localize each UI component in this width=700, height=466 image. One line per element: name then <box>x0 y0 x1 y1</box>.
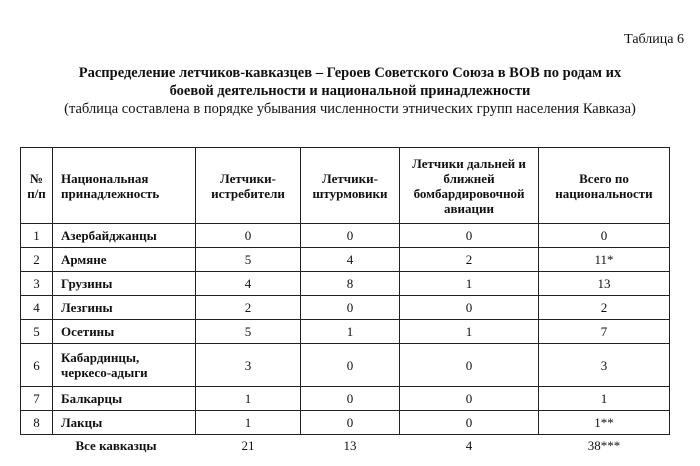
header-total: Всего по национальности <box>539 148 670 224</box>
row-name: Лакцы <box>53 411 196 435</box>
row-name: Балкарцы <box>53 387 196 411</box>
row-total: 13 <box>539 272 670 296</box>
row-fighters: 3 <box>196 344 301 387</box>
row-attack: 0 <box>301 296 400 320</box>
header-num: № п/п <box>21 148 53 224</box>
row-bomber: 0 <box>400 387 539 411</box>
row-bomber: 0 <box>400 344 539 387</box>
header-fighters: Летчики-истребители <box>196 148 301 224</box>
totals-fighters: 21 <box>241 438 255 453</box>
header-row <box>21 148 670 224</box>
totals-label: Все кавказцы <box>75 438 157 453</box>
header-attack: Летчики-штурмовики <box>301 148 400 224</box>
row-num: 8 <box>21 411 53 435</box>
row-fighters: 0 <box>196 224 301 248</box>
row-attack: 0 <box>301 344 400 387</box>
row-bomber: 0 <box>400 411 539 435</box>
table-row <box>21 224 670 248</box>
header-nationality: Национальная принадлежность <box>53 148 196 224</box>
row-total: 1 <box>539 387 670 411</box>
row-attack: 4 <box>301 248 400 272</box>
title-line-2: боевой деятельности и национальной принадлежности <box>169 83 531 99</box>
header-bomber: Летчики дальней и ближней бомбардировочной авиации <box>400 148 539 224</box>
row-total: 1** <box>539 411 670 435</box>
row-attack: 8 <box>301 272 400 296</box>
row-total: 0 <box>539 224 670 248</box>
row-fighters: 1 <box>196 387 301 411</box>
totals-row <box>21 435 670 458</box>
row-num: 4 <box>21 296 53 320</box>
totals-attack: 13 <box>343 438 357 453</box>
table-heading <box>0 64 700 118</box>
row-total: 7 <box>539 320 670 344</box>
row-num: 1 <box>21 224 53 248</box>
row-total: 11* <box>539 248 670 272</box>
row-total: 2 <box>539 296 670 320</box>
row-num: 5 <box>21 320 53 344</box>
row-bomber: 0 <box>400 224 539 248</box>
heroes-table <box>20 147 670 457</box>
row-fighters: 5 <box>196 320 301 344</box>
row-name: Кабардинцы, черкесо-адыги <box>53 344 196 387</box>
row-bomber: 2 <box>400 248 539 272</box>
row-num: 6 <box>21 344 53 387</box>
table-row <box>21 387 670 411</box>
row-fighters: 5 <box>196 248 301 272</box>
row-name: Лезгины <box>53 296 196 320</box>
table-row <box>21 320 670 344</box>
row-fighters: 1 <box>196 411 301 435</box>
row-num: 3 <box>21 272 53 296</box>
table-row <box>21 272 670 296</box>
row-name: Азербайджанцы <box>53 224 196 248</box>
row-bomber: 1 <box>400 320 539 344</box>
totals-bomber: 4 <box>465 438 473 453</box>
row-attack: 1 <box>301 320 400 344</box>
table-row <box>21 411 670 435</box>
row-num: 7 <box>21 387 53 411</box>
table-number: Таблица 6 <box>624 32 684 47</box>
row-name: Грузины <box>53 272 196 296</box>
totals-total: 38*** <box>587 438 621 453</box>
table-row <box>21 296 670 320</box>
row-total: 3 <box>539 344 670 387</box>
row-bomber: 0 <box>400 296 539 320</box>
row-bomber: 1 <box>400 272 539 296</box>
row-name: Армяне <box>53 248 196 272</box>
title-line-1: Распределение летчиков-кавказцев – Героев Советского Союза в ВОВ по родам их <box>78 65 622 81</box>
table-row <box>21 248 670 272</box>
row-fighters: 4 <box>196 272 301 296</box>
subtitle: (таблица составлена в порядке убывания численности этнических групп населения Кавказа) <box>64 101 636 117</box>
row-fighters: 2 <box>196 296 301 320</box>
row-num: 2 <box>21 248 53 272</box>
row-attack: 0 <box>301 224 400 248</box>
row-name: Осетины <box>53 320 196 344</box>
row-attack: 0 <box>301 387 400 411</box>
row-attack: 0 <box>301 411 400 435</box>
table-row <box>21 344 670 387</box>
